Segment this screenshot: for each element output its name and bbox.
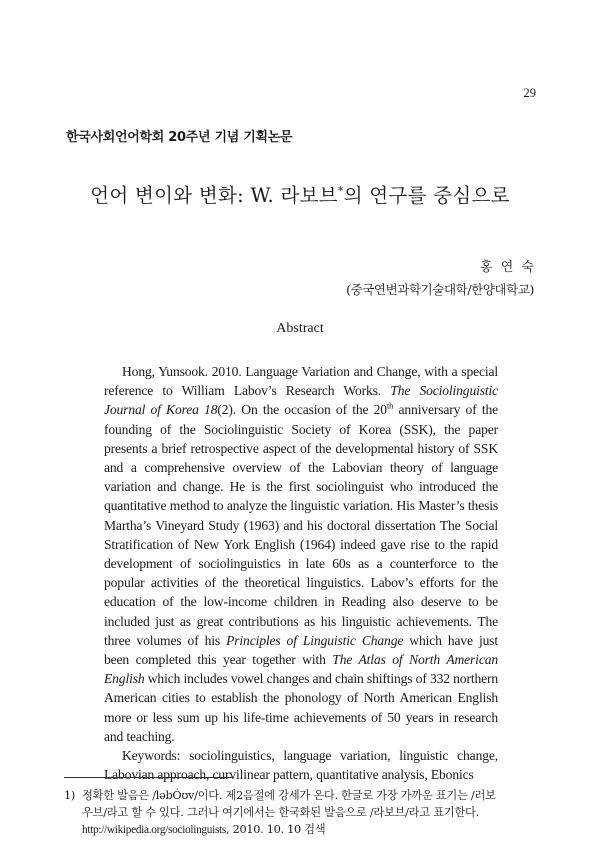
ordinal-suffix: th <box>386 400 394 411</box>
abstract-text-2: (2). On the occasion of the 20 <box>217 402 387 418</box>
footnote-line-3 <box>64 821 536 839</box>
abstract-paragraph <box>104 362 498 746</box>
footnote-divider <box>64 777 234 778</box>
book-title-principles: Principles of Linguistic Change <box>226 632 404 648</box>
book-title-atlas: The Atlas of North American English <box>104 652 498 687</box>
section-header: 한국사회언어학회 20주년 기념 기획논문 <box>66 130 293 145</box>
abstract-text-1: Hong, Yunsook. 2010. Language Variation and Change, with a special reference to William Labov’s Research Works. <box>104 364 498 399</box>
abstract-text-5: which includes vowel changes and chain shiftings of 332 northern American cities to establish the phonology of North American English more or less sum up his life-time achievements of 50 years in research and teaching. <box>104 671 498 744</box>
page-number: 29 <box>523 86 536 100</box>
footnote-access-date: , 2010. 10. 10 검색 <box>226 823 326 836</box>
title-footnote-mark[interactable]: * <box>337 184 344 198</box>
abstract-text-3: anniversary of the founding of the Sociolinguistic Society of Korea (SSK), the paper presents a brief retrospective aspect of the developmental history of SSK and a comprehensive overview of the Labovian theory of language variation and change. He is the first sociolinguist who introduced the quantitative method to analyze the linguistic variation. His Master’s thesis Martha’s Vineyard Study (1963) and his doctoral dissertation The Social Stratification of New York English (1964) indeed gave rise to the rapid development of sociolinguistics in late 60s as a counterforce to the popular activities of the theoretical linguistics. Labov’s efforts for the education of the low-income children in Reading also deserve to be included just as great contributions as his linguistic achievements. The three volumes of his <box>104 402 499 648</box>
footnote-line-2: 우브/라고 할 수 있다. 그러나 여기에서는 한국화된 발음으로 /라보브/라고 표기한다. <box>82 806 479 819</box>
footnote-number: 1) <box>64 789 75 802</box>
journal-name: The Sociolinguistic Journal of Korea 18 <box>104 383 498 418</box>
author-name: 홍 연 숙 <box>480 260 536 275</box>
abstract-body <box>104 362 498 784</box>
footnote <box>64 787 536 839</box>
title-main: 언어 변이와 변화: W. 라보브 <box>90 184 338 207</box>
author-affiliation: (중국연변과학기술대학/한양대학교) <box>346 282 534 297</box>
footnote-url-link[interactable]: http://wikipedia.org/sociolinguists <box>82 824 226 836</box>
paper-title <box>0 180 600 208</box>
footnote-line-1: 정확한 발음은 /ləbÓʊv/이다. 제2음절에 강세가 온다. 한글로 가장 가까운 표기는 /러보 <box>82 789 496 802</box>
title-suffix: 의 연구를 중심으로 <box>343 184 510 207</box>
keywords: Keywords: sociolinguistics, language variation, linguistic change, Labovian approach, curvilinear pattern, quantitative analysis, Ebonics <box>104 748 498 783</box>
abstract-heading: Abstract <box>276 321 324 336</box>
abstract-text-4: which have just been completed this year together with <box>104 632 498 668</box>
